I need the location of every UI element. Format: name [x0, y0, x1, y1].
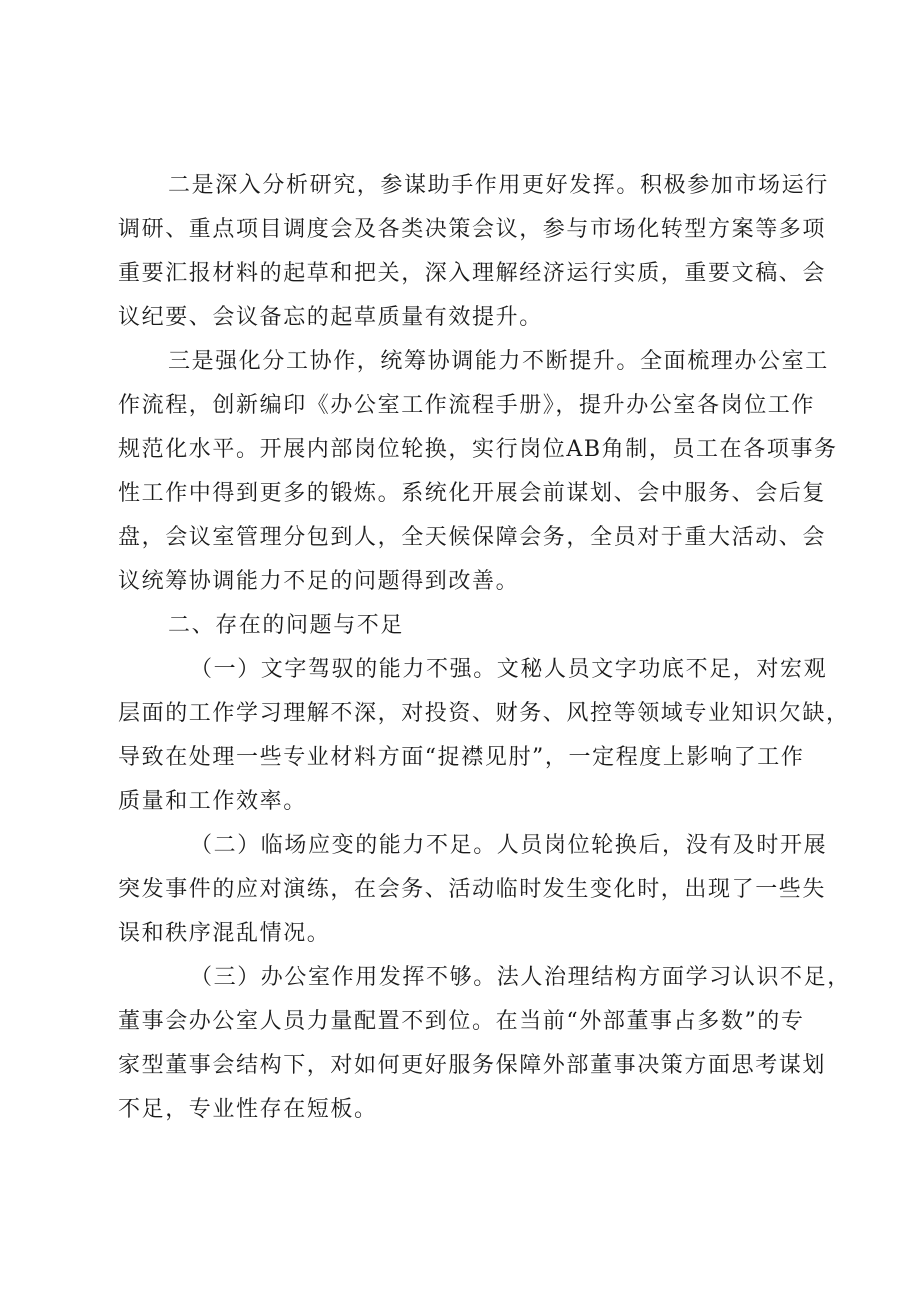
document-body [118, 164, 851, 1132]
text-line: 家型董事会结构下，对如何更好服务保障外部董事决策方面思考谋划 [118, 1053, 827, 1078]
text-line: 性工作中得到更多的锻炼。系统化开展会前谋划、会中服务、会后复 [118, 481, 827, 506]
text-line: （二）临场应变的能力不足。人员岗位轮换后，没有及时开展 [190, 833, 828, 858]
text-line: 调研、重点项目调度会及各类决策会议，参与市场化转型方案等多项 [118, 217, 827, 242]
text-line: 议统筹协调能力不足的问题得到改善。 [118, 569, 520, 594]
text-line: 盘，会议室管理分包到人，全天候保障会务，全员对于重大活动、会 [118, 525, 827, 550]
text-line: 议纪要、会议备忘的起草质量有效提升。 [118, 305, 543, 330]
text-line: 质量和工作效率。 [118, 789, 307, 814]
text-line: 三是强化分工协作，统筹协调能力不断提升。全面梳理办公室工 [168, 349, 829, 374]
text-line: 二是深入分析研究，参谋助手作用更好发挥。积极参加市场运行 [168, 173, 829, 198]
paragraph-issue-office-role [118, 956, 851, 1132]
section-heading-problems [118, 604, 828, 648]
paragraph-coordination [118, 340, 838, 604]
paragraph-research-analysis [118, 164, 828, 340]
text-line: 导致在处理一些专业材料方面“捉襟见肘”，一定程度上影响了工作 [118, 745, 805, 770]
text-line: （一）文字驾驭的能力不强。文秘人员文字功底不足，对宏观 [190, 657, 828, 682]
text-line: 董事会办公室人员力量配置不到位。在当前“外部董事占多数”的专 [118, 1009, 805, 1034]
paragraph-issue-adaptability [118, 824, 828, 956]
section-heading: 二、存在的问题与不足 [168, 613, 405, 638]
text-line: 突发事件的应对演练，在会务、活动临时发生变化时，出现了一些失 [118, 877, 827, 902]
text-line: 作流程，创新编印《办公室工作流程手册》，提升办公室各岗位工作 [118, 393, 816, 418]
text-line: 重要汇报材料的起草和把关，深入理解经济运行实质，重要文稿、会 [118, 261, 827, 286]
text-line: 规范化水平。开展内部岗位轮换，实行岗位AB角制，员工在各项事务 [118, 437, 838, 462]
text-line: 层面的工作学习理解不深，对投资、财务、风控等领域专业知识欠缺， [118, 701, 850, 726]
text-line: 不足，专业性存在短板。 [118, 1097, 378, 1122]
paragraph-issue-writing [118, 648, 850, 824]
text-line: 误和秩序混乱情况。 [118, 921, 331, 946]
text-line: （三）办公室作用发挥不够。法人治理结构方面学习认识不足， [190, 965, 851, 990]
